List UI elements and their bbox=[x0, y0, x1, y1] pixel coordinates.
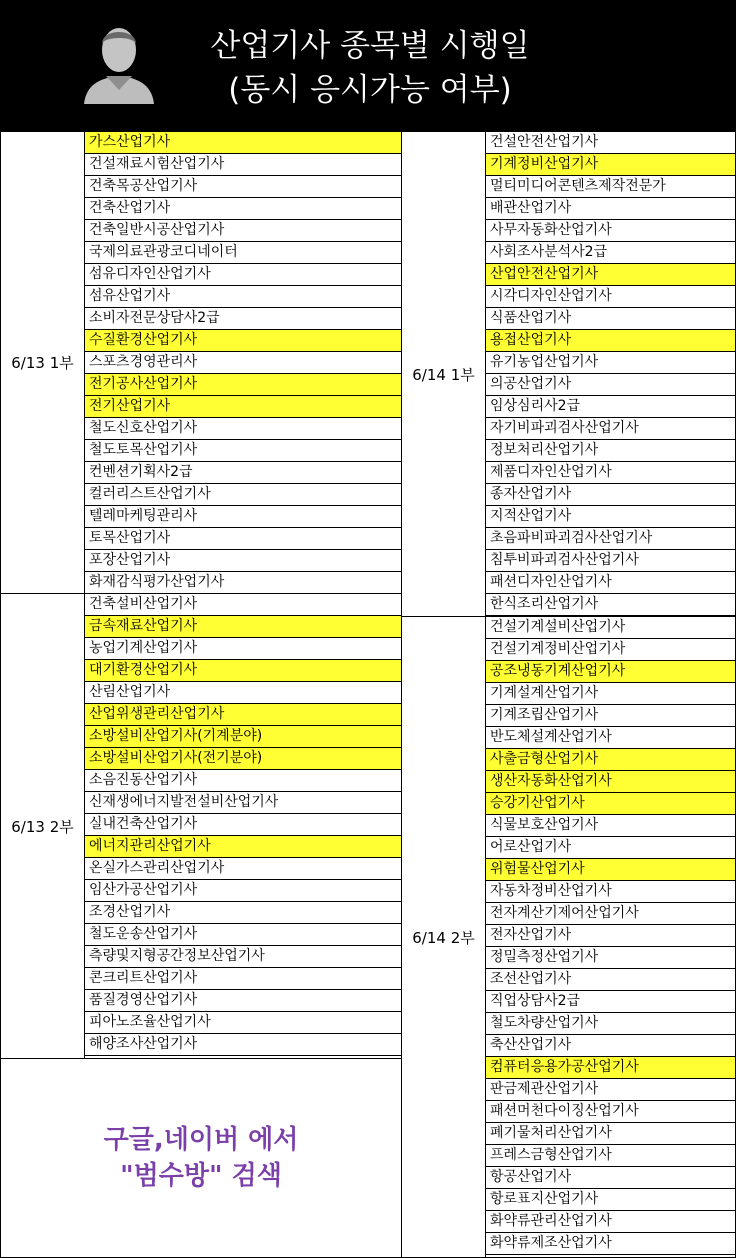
exam-item: 섬유디자인산업기사 bbox=[85, 264, 401, 286]
exam-item: 토목산업기사 bbox=[85, 528, 401, 550]
exam-item: 지적산업기사 bbox=[486, 506, 735, 528]
exam-item: 프레스금형산업기사 bbox=[486, 1145, 735, 1167]
exam-item: 배관산업기사 bbox=[486, 198, 735, 220]
exam-item: 식물보호산업기사 bbox=[486, 815, 735, 837]
exam-item: 건설재료시험산업기사 bbox=[85, 154, 401, 176]
session-label: 6/13 1부 bbox=[1, 132, 85, 593]
exam-item-highlighted: 사출금형산업기사 bbox=[486, 749, 735, 771]
exam-item-highlighted: 금속재료산업기사 bbox=[85, 616, 401, 638]
exam-item: 스포츠경영관리사 bbox=[85, 352, 401, 374]
exam-item: 소비자전문상담사2급 bbox=[85, 308, 401, 330]
exam-item: 임산가공산업기사 bbox=[85, 880, 401, 902]
exam-item: 철도토목산업기사 bbox=[85, 440, 401, 462]
exam-item: 화약류관리산업기사 bbox=[486, 1211, 735, 1233]
exam-item: 의공산업기사 bbox=[486, 374, 735, 396]
exam-item: 해양조사산업기사 bbox=[85, 1034, 401, 1056]
exam-item: 건축목공산업기사 bbox=[85, 176, 401, 198]
exam-item-highlighted: 기계정비산업기사 bbox=[486, 154, 735, 176]
exam-item: 한식조리산업기사 bbox=[486, 594, 735, 616]
session-label: 6/14 1부 bbox=[402, 132, 486, 616]
exam-item: 농업기계산업기사 bbox=[85, 638, 401, 660]
exam-item-highlighted: 공조냉동기계산업기사 bbox=[486, 661, 735, 683]
exam-item: 사무자동화산업기사 bbox=[486, 220, 735, 242]
exam-item: 신재생에너지발전설비산업기사 bbox=[85, 792, 401, 814]
exam-item-highlighted: 전기공사산업기사 bbox=[85, 374, 401, 396]
exam-item-highlighted: 산업위생관리산업기사 bbox=[85, 704, 401, 726]
session-label: 6/14 2부 bbox=[402, 617, 486, 1257]
page-title: 산업기사 종목별 시행일 bbox=[210, 28, 530, 64]
exam-item-highlighted: 산업안전산업기사 bbox=[486, 264, 735, 286]
exam-item: 축산산업기사 bbox=[486, 1035, 735, 1057]
exam-item-highlighted: 소방설비산업기사(전기분야) bbox=[85, 748, 401, 770]
exam-item: 건축설비산업기사 bbox=[85, 594, 401, 616]
exam-item: 종자산업기사 bbox=[486, 484, 735, 506]
exam-item: 건축일반시공산업기사 bbox=[85, 220, 401, 242]
session-block-614-1 bbox=[401, 131, 736, 617]
person-avatar-icon bbox=[78, 18, 160, 104]
exam-item: 화재감식평가산업기사 bbox=[85, 572, 401, 594]
exam-item: 자기비파괴검사산업기사 bbox=[486, 418, 735, 440]
exam-item: 시각디자인산업기사 bbox=[486, 286, 735, 308]
exam-item: 패션머천다이징산업기사 bbox=[486, 1101, 735, 1123]
exam-item-highlighted: 대기환경산업기사 bbox=[85, 660, 401, 682]
exam-item: 기계조립산업기사 bbox=[486, 705, 735, 727]
promo-line-1: 구글,네이버 에서 bbox=[103, 1124, 299, 1155]
exam-item: 침투비파괴검사산업기사 bbox=[486, 550, 735, 572]
exam-item: 철도차량산업기사 bbox=[486, 1013, 735, 1035]
exam-item: 컨벤션기획사2급 bbox=[85, 462, 401, 484]
exam-item: 어로산업기사 bbox=[486, 837, 735, 859]
exam-item: 국제의료관광코디네이터 bbox=[85, 242, 401, 264]
exam-item: 콘크리트산업기사 bbox=[85, 968, 401, 990]
exam-item: 초음파비파괴검사산업기사 bbox=[486, 528, 735, 550]
exam-item-highlighted: 위험물산업기사 bbox=[486, 859, 735, 881]
exam-item-highlighted: 생산자동화산업기사 bbox=[486, 771, 735, 793]
exam-item: 철도운송산업기사 bbox=[85, 924, 401, 946]
exam-item: 항공산업기사 bbox=[486, 1167, 735, 1189]
exam-item: 측량및지형공간정보산업기사 bbox=[85, 946, 401, 968]
exam-item: 유기농업산업기사 bbox=[486, 352, 735, 374]
exam-item: 임상심리사2급 bbox=[486, 396, 735, 418]
exam-item-highlighted: 에너지관리산업기사 bbox=[85, 836, 401, 858]
exam-item: 품질경영산업기사 bbox=[85, 990, 401, 1012]
exam-item: 항로표지산업기사 bbox=[486, 1189, 735, 1211]
exam-item: 피아노조율산업기사 bbox=[85, 1012, 401, 1034]
exam-item-highlighted: 수질환경산업기사 bbox=[85, 330, 401, 352]
promo-line-2: "범수방" 검색 bbox=[120, 1160, 282, 1191]
exam-item: 폐기물처리산업기사 bbox=[486, 1123, 735, 1145]
exam-item: 섬유산업기사 bbox=[85, 286, 401, 308]
session-label: 6/13 2부 bbox=[1, 594, 85, 1058]
exam-item: 반도체설계산업기사 bbox=[486, 727, 735, 749]
exam-item: 전자산업기사 bbox=[486, 925, 735, 947]
page-subtitle: (동시 응시가능 여부) bbox=[228, 72, 512, 108]
header-banner bbox=[0, 0, 736, 131]
exam-item: 기계설계산업기사 bbox=[486, 683, 735, 705]
exam-item: 온실가스관리산업기사 bbox=[85, 858, 401, 880]
exam-item: 정밀측정산업기사 bbox=[486, 947, 735, 969]
exam-item: 제품디자인산업기사 bbox=[486, 462, 735, 484]
exam-item-highlighted: 소방설비산업기사(기계분야) bbox=[85, 726, 401, 748]
exam-item: 건축산업기사 bbox=[85, 198, 401, 220]
exam-item: 건설기계설비산업기사 bbox=[486, 617, 735, 639]
exam-item: 사회조사분석사2급 bbox=[486, 242, 735, 264]
exam-item: 판금제관산업기사 bbox=[486, 1079, 735, 1101]
exam-item: 전자계산기제어산업기사 bbox=[486, 903, 735, 925]
exam-item: 패션디자인산업기사 bbox=[486, 572, 735, 594]
exam-item: 건설안전산업기사 bbox=[486, 132, 735, 154]
exam-item: 실내건축산업기사 bbox=[85, 814, 401, 836]
exam-item: 텔레마케팅관리사 bbox=[85, 506, 401, 528]
session-block-614-2 bbox=[401, 616, 736, 1258]
exam-item-highlighted: 가스산업기사 bbox=[85, 132, 401, 154]
exam-item: 건설기계정비산업기사 bbox=[486, 639, 735, 661]
exam-item: 조선산업기사 bbox=[486, 969, 735, 991]
exam-item-highlighted: 승강기산업기사 bbox=[486, 793, 735, 815]
exam-item: 직업상담사2급 bbox=[486, 991, 735, 1013]
exam-item: 컬러리스트산업기사 bbox=[85, 484, 401, 506]
session-block-613-1 bbox=[0, 131, 402, 594]
exam-item-highlighted: 전기산업기사 bbox=[85, 396, 401, 418]
exam-item: 자동차정비산업기사 bbox=[486, 881, 735, 903]
exam-item-highlighted: 컴퓨터응용가공산업기사 bbox=[486, 1057, 735, 1079]
exam-item-highlighted: 용접산업기사 bbox=[486, 330, 735, 352]
exam-item: 화약류제조산업기사 bbox=[486, 1233, 735, 1255]
exam-item: 정보처리산업기사 bbox=[486, 440, 735, 462]
exam-item: 조경산업기사 bbox=[85, 902, 401, 924]
exam-item: 철도신호산업기사 bbox=[85, 418, 401, 440]
exam-item: 멀티미디어콘텐츠제작전문가 bbox=[486, 176, 735, 198]
exam-item: 식품산업기사 bbox=[486, 308, 735, 330]
session-block-613-2 bbox=[0, 593, 402, 1059]
exam-item: 소음진동산업기사 bbox=[85, 770, 401, 792]
exam-item: 포장산업기사 bbox=[85, 550, 401, 572]
exam-item: 산림산업기사 bbox=[85, 682, 401, 704]
promo-box bbox=[0, 1058, 402, 1258]
